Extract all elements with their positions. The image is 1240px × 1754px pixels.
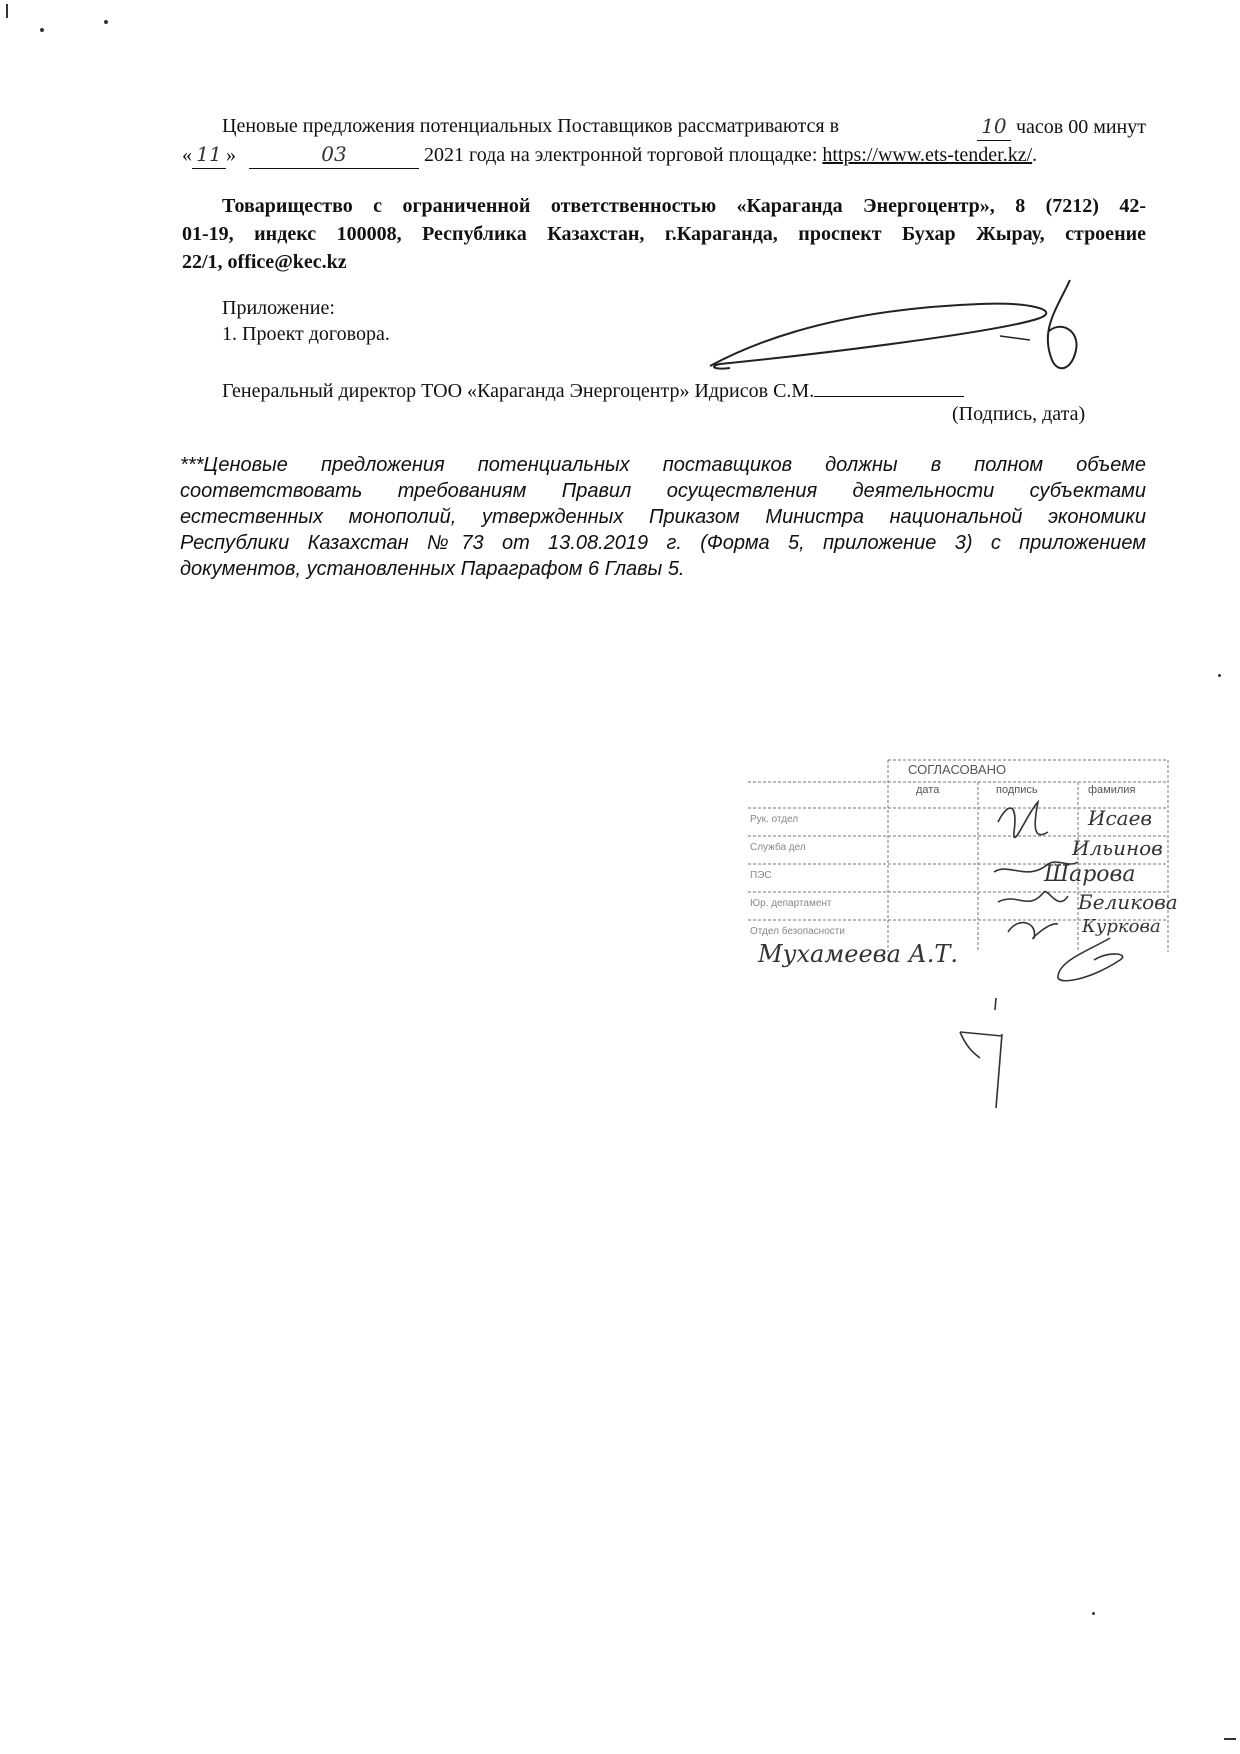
scan-speck: [6, 4, 8, 18]
quote-close: »: [226, 144, 236, 166]
scan-speck: [1224, 1738, 1236, 1740]
stamp-row-label: ПЭС: [750, 870, 772, 881]
stamp-name-handwritten: Беликова: [1078, 890, 1178, 914]
intro-text-b: часов 00 минут: [1015, 116, 1146, 138]
bottom-handwritten-name: Мухамеева А.Т.: [758, 940, 958, 968]
company-paragraph: [182, 192, 1146, 276]
note-line-4: Республики Казахстан №73 от 13.08.2019 г. (Форма 5, приложение 3) с приложением: [180, 532, 1146, 554]
company-line-2: 01-19, индекс 100008, Республика Казахстан, г.Караганда, проспект Бухар Жырау, строение: [182, 223, 1146, 245]
intro-text-c: 2021 года на электронной торговой площадке:: [424, 144, 818, 166]
company-line-1: Товарищество с ограниченной ответственностью «Караганда Энергоцентр», 8 (7212) 42-: [222, 195, 1146, 217]
stamp-name-handwritten: Куркова: [1082, 916, 1161, 937]
intro-period: .: [1032, 144, 1038, 166]
bottom-signature-icon: [1050, 930, 1140, 990]
scan-speck: [104, 20, 108, 24]
stamp-name-handwritten: Исаев: [1088, 806, 1153, 830]
scan-speck: [1218, 674, 1221, 677]
director-signature-line: [222, 376, 964, 405]
hour-handwritten: 10: [977, 112, 1011, 141]
intro-paragraph-line2: [182, 140, 1037, 169]
attachment-label: Приложение:: [222, 297, 335, 319]
signature-caption: (Подпись, дата): [952, 403, 1086, 425]
stamp-signatures-icon: [988, 792, 1088, 942]
stamp-col-name: фамилия: [1088, 784, 1136, 796]
month-handwritten: 03: [249, 140, 419, 169]
page-mark-icon: [954, 996, 1014, 1116]
note-line-5: документов, установленных Параграфом 6 Главы 5.: [180, 558, 685, 580]
scan-speck: [40, 28, 44, 32]
tender-link[interactable]: https://www.ets-tender.kz/: [822, 144, 1033, 166]
day-handwritten: 11: [192, 140, 226, 169]
intro-text-a: Ценовые предложения потенциальных Поставщиков рассматриваются в: [222, 115, 840, 137]
stamp-row-label: Рук. отдел: [750, 814, 799, 825]
stamp-col-sign: подпись: [996, 784, 1038, 796]
intro-paragraph: [222, 112, 1146, 141]
quote-open: «: [182, 144, 192, 166]
company-line-3: 22/1, office@kec.kz: [182, 251, 347, 273]
note-line-2: соответствовать требованиям Правил осуществления деятельности субъектами: [180, 480, 1146, 502]
attachment-item: 1. Проект договора.: [222, 323, 390, 345]
stamp-col-date: дата: [916, 784, 940, 796]
scan-speck: [1092, 1612, 1095, 1615]
stamp-name-handwritten: Шарова: [1044, 862, 1136, 887]
director-signature-icon: [700, 270, 1100, 380]
stamp-row-label: Юр. департамент: [750, 898, 832, 909]
stamp-title: СОГЛАСОВАНО: [908, 762, 1007, 777]
approval-stamp: [748, 752, 1178, 952]
director-title: Генеральный директор ТОО «Караганда Энергоцентр» Идрисов С.М.: [222, 380, 815, 402]
note-line-1: ***Ценовые предложения потенциальных поставщиков должны в полном объеме: [180, 454, 1146, 476]
stamp-row-label: Служба дел: [750, 842, 806, 853]
stamp-row-label: Отдел безопасности: [750, 926, 845, 937]
note-paragraph: [180, 452, 1146, 582]
stamp-name-handwritten: Ильинов: [1072, 836, 1163, 860]
note-line-3: естественных монополий, утвержденных Приказом Министра национальной экономики: [180, 506, 1146, 528]
